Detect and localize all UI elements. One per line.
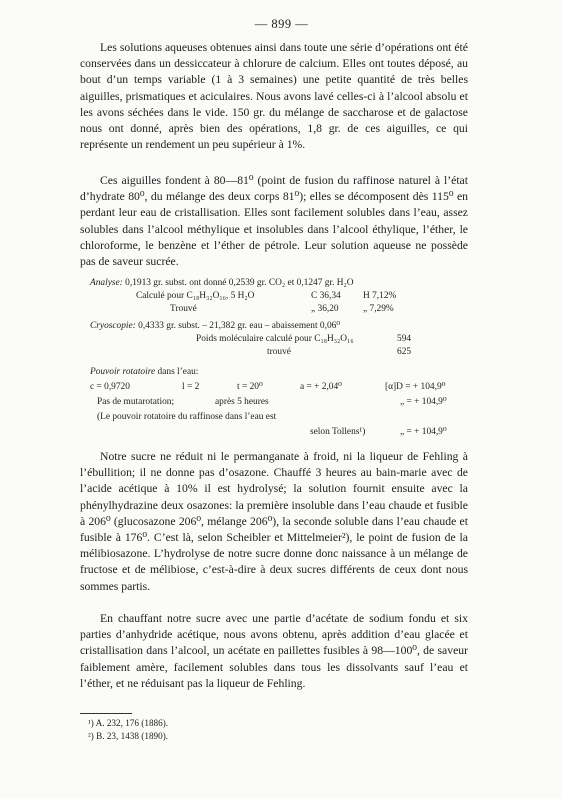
footnote-2: ²) B. 23, 1438 (1890).	[88, 731, 169, 741]
analyse-calc-c: C 36,34	[311, 291, 341, 301]
cryoscopie-found-value: 625	[397, 347, 412, 357]
cryoscopie-calc-label: Poids moléculaire calculé pour C₁₈H₃₂O₁₆	[196, 334, 354, 344]
pouvoir-muta-value: „ = + 104,9⁰	[400, 397, 447, 407]
analyse-found-label: Trouvé	[170, 304, 197, 314]
paragraph-4: En chauffant notre sucre avec une partie d’acétate de sodium fondu et six parties d’anhydride acétique, nous avons obtenu, après addition d’eau glacée et cristallisation dans l’alcool, un acétate en paillettes fusibles à 98—100⁰, de saveur faiblement amère, facilement solubles dans tous les dissolvants sauf l’eau et l’éther, et ne réduisant pas la liqueur de Fehling.	[80, 612, 468, 690]
footnote-rule	[80, 713, 132, 714]
footnote-1: ¹) A. 232, 176 (1886).	[88, 718, 169, 728]
pouvoir-t: t = 20⁰	[237, 382, 263, 392]
analyse-calc-h: H 7,12%	[363, 291, 397, 301]
analyse-line1: 0,1913 gr. subst. ont donné 0,2539 gr. CO₂ et 0,1247 gr. H₂O	[125, 278, 354, 288]
analyse-found-h: „ 7,29%	[363, 304, 394, 314]
analyse-calc-label: Calculé pour C₁₈H₃₂O₁₆, 5 H₂O	[136, 291, 255, 301]
pouvoir-alpha: [α]D = + 104,9⁰	[385, 382, 446, 392]
pouvoir-c: c = 0,9720	[90, 382, 130, 392]
paragraph-3: Notre sucre ne réduit ni le permanganate à froid, ni la liqueur de Fehling à l’ébullition; il ne donne pas d’osazone. Chauffé 3 heures au bain-marie avec de l’acide acétique à 10% il est hydrolysé; la solution fournit ensuite avec la phénylhydrazine deux osazones: la première insoluble dans l’eau chaude et fusible à 206⁰ (glucosazone 206⁰, mélange 206⁰), la seconde soluble dans l’eau chaude et fusible à 176⁰. C’est là, selon Scheibler et Mittelmeier²), le point de fusion de la mélibiosazone. L’hydrolyse de notre sucre donne donc naissance à un mélange de fructose et de mélibiose, c’est-à-dire à deux sucres différents de ceux dont nous sommes partis.	[80, 450, 468, 593]
pouvoir-muta-time: après 5 heures	[215, 397, 269, 407]
cryoscopie-label: Cryoscopie:	[90, 321, 136, 331]
paragraph-1: Les solutions aqueuses obtenues ainsi dans toute une série d’opérations ont été conservées dans un dessiccateur à chlorure de calcium. Elles ont toutes déposé, au bout d’un temps variable (1 à 3 semaines) une petite quantité de très belles aiguilles, prismatiques et aciculaires. Nous avons lavé celles-ci à l’alcool absolu et les avons séchées dans le vide. 150 gr. du mélange de saccharose et de galactose nous ont donné, après bien des opérations, 1,8 gr. de ces aiguilles, ce qui représente un rendement un peu supérieur à 1%.	[80, 41, 468, 152]
paragraph-2: Ces aiguilles fondent à 80—81⁰ (point de fusion du raffinose naturel à l’état d’hydrate 80⁰, du mélange des deux corps 81⁰); elles se décomposent dès 115⁰ en perdant leur eau de cristallisation. Elles sont facilement solubles dans l’eau, assez solubles dans l’alcool méthylique et insolubles dans l’alcool éthylique, l’éther, le chloroforme, le benzène et l’éther de pétrole. Leur solution aqueuse ne possède pas de saveur sucrée.	[80, 174, 468, 269]
pouvoir-label: Pouvoir rotatoire	[90, 367, 156, 377]
cryoscopie-found-label: trouvé	[267, 347, 291, 357]
page-number: — 899 —	[254, 17, 309, 31]
pouvoir-l: l = 2	[182, 382, 200, 392]
pouvoir-note-line1: (Le pouvoir rotatoire du raffinose dans l’eau est	[97, 412, 277, 422]
analyse-label: Analyse:	[90, 278, 123, 288]
pouvoir-note-value: „ = + 104,9⁰	[400, 427, 447, 437]
pouvoir-note-line2: selon Tollens¹)	[310, 427, 366, 437]
cryoscopie-line1: 0,4333 gr. subst. – 21,382 gr. eau – abaissement 0,06⁰	[138, 321, 341, 331]
pouvoir-label-rest: dans l’eau:	[157, 367, 199, 377]
analyse-found-c: „ 36,20	[311, 304, 339, 314]
cryoscopie-calc-value: 594	[397, 334, 412, 344]
pouvoir-muta-label: Pas de mutarotation;	[97, 397, 175, 407]
pouvoir-a: a = + 2,04⁰	[300, 382, 342, 392]
